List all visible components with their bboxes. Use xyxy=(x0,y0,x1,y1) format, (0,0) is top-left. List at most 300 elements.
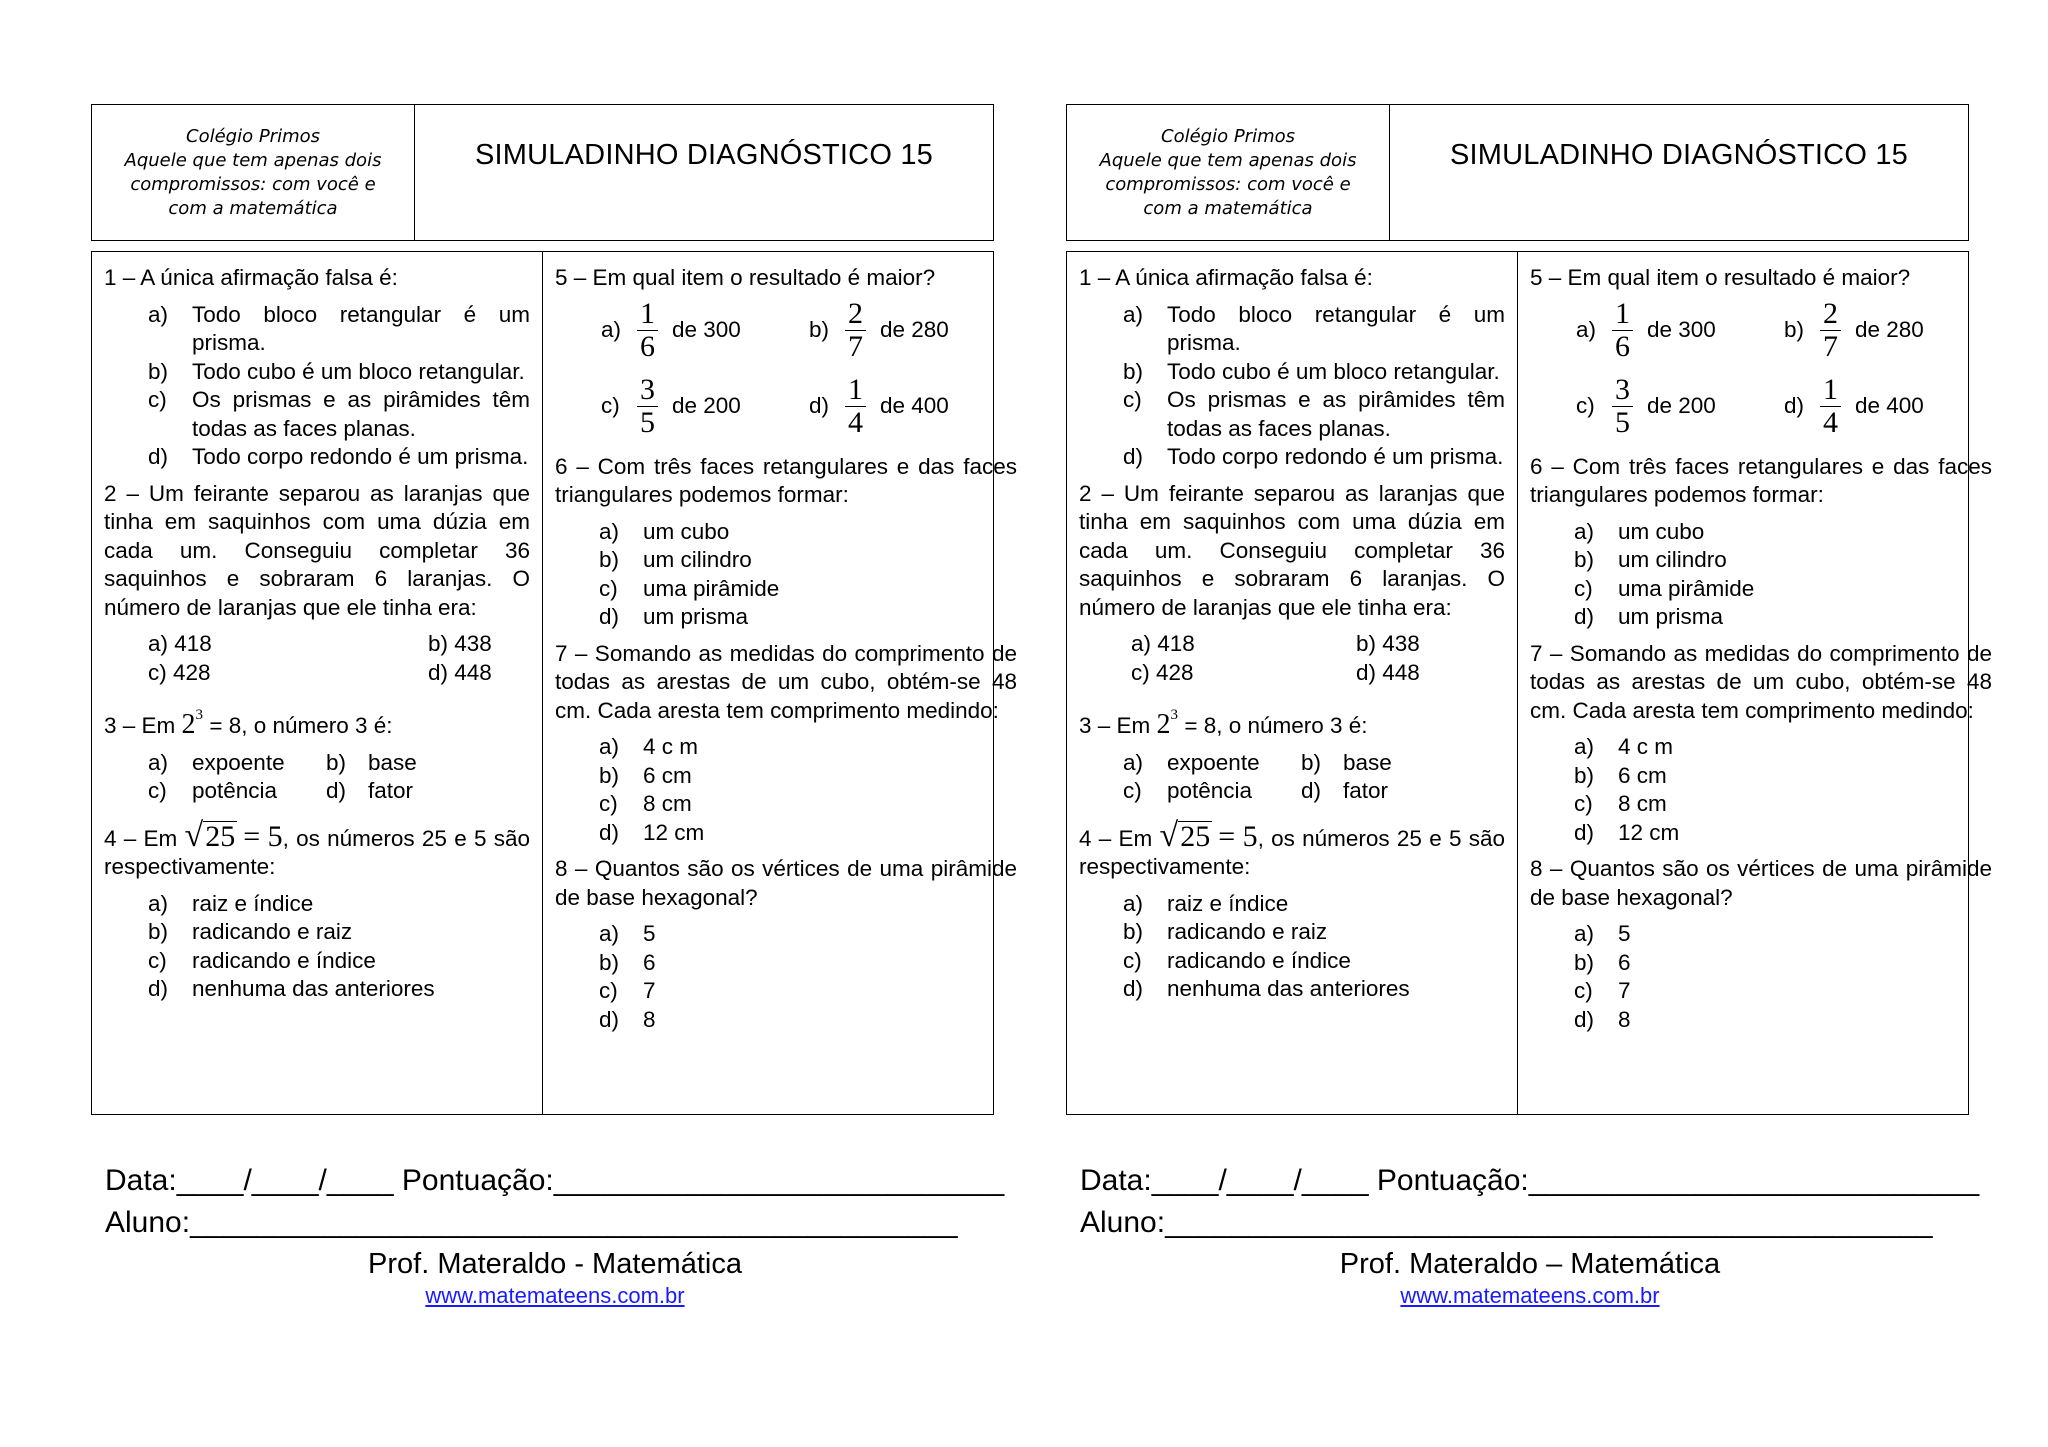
question-2 xyxy=(104,480,530,688)
option-letter: b) xyxy=(326,749,347,775)
question-6-options xyxy=(555,518,1017,632)
question-7-options xyxy=(1530,733,1992,847)
option-letter: d) xyxy=(1123,444,1144,469)
option-text: de 300 xyxy=(1647,317,1716,343)
option[interactable] xyxy=(148,443,530,472)
option-letter: b) xyxy=(1301,749,1322,775)
option-letter: c) xyxy=(601,393,620,419)
question-5-stem: 5 – Em qual item o resultado é maior? xyxy=(1530,265,1911,290)
option-letter: a) xyxy=(1123,301,1144,327)
school-box xyxy=(1067,105,1390,240)
option-text: base xyxy=(368,749,417,775)
option-letter: d) xyxy=(599,819,620,845)
root-result: = 5 xyxy=(1218,820,1258,853)
power-exponent: 3 xyxy=(195,707,204,723)
option[interactable]: d) 448 xyxy=(1356,659,1420,685)
sheet-header xyxy=(1066,104,1969,241)
option-text: nenhuma das anteriores xyxy=(192,976,435,1001)
option[interactable] xyxy=(1574,819,1992,848)
option[interactable] xyxy=(599,790,1017,819)
question-2 xyxy=(1079,480,1505,688)
fraction-numerator: 1 xyxy=(1615,297,1630,330)
option-letter: a) xyxy=(148,301,169,327)
option[interactable] xyxy=(148,749,326,778)
option-letter: b) xyxy=(1574,762,1595,788)
question-2-stem: 2 – Um feirante separou as laranjas que tinha em saquinhos com uma dúzia em cada um. Conseguiu completar 36 saquinhos e sobraram 6 laranjas. O número de laranjas que ele tinha era: xyxy=(1079,480,1505,620)
exam-title: SIMULADINHO DIAGNÓSTICO 15 xyxy=(475,139,933,171)
option[interactable] xyxy=(601,298,809,363)
questions-box xyxy=(1066,251,1992,1115)
question-5-options-row-2 xyxy=(1576,369,1992,445)
option[interactable] xyxy=(599,603,1017,632)
fraction-numerator: 3 xyxy=(640,373,655,406)
question-1-stem: 1 – A única afirmação falsa é: xyxy=(1079,265,1373,290)
question-4-stem xyxy=(104,816,530,882)
option[interactable] xyxy=(1123,386,1505,443)
question-8-stem: 8 – Quantos são os vértices de uma pirâmide de base hexagonal? xyxy=(555,856,1017,910)
option-text: um cilindro xyxy=(643,547,752,572)
school-motto-line-3: com a matemática xyxy=(1143,197,1313,219)
question-5-options-row-1 xyxy=(601,293,1017,369)
option[interactable] xyxy=(1574,790,1992,819)
fraction-denominator: 5 xyxy=(1612,406,1633,439)
fraction-denominator: 4 xyxy=(1820,406,1841,439)
option[interactable] xyxy=(1123,975,1505,1004)
option[interactable] xyxy=(148,301,530,358)
questions-column-2 xyxy=(543,252,1029,1114)
option-letter: d) xyxy=(1784,393,1805,419)
option-letter: d) xyxy=(599,1006,620,1032)
option-letter: a) xyxy=(1123,749,1144,775)
question-8-options xyxy=(555,920,1017,1034)
option-text: 12 cm xyxy=(643,819,705,845)
option-letter: c) xyxy=(1123,947,1142,973)
questions-column-1 xyxy=(92,252,543,1114)
power-expression xyxy=(1157,709,1179,740)
radical-icon: √ xyxy=(1159,816,1179,854)
option-letter: c) xyxy=(1576,393,1595,419)
option-letter: a) xyxy=(1574,518,1595,544)
option-letter: d) xyxy=(1123,976,1144,1001)
option-text: Todo corpo redondo é um prisma. xyxy=(1167,444,1504,469)
fraction xyxy=(1820,298,1841,363)
fraction xyxy=(637,374,658,439)
option-text: 8 cm xyxy=(1618,791,1667,816)
option[interactable] xyxy=(1574,1006,1992,1035)
question-3-suffix: = 8, o número 3 é: xyxy=(1184,713,1368,738)
option[interactable] xyxy=(1576,374,1784,439)
option[interactable] xyxy=(599,575,1017,604)
option-text: 6 cm xyxy=(1618,762,1667,788)
option[interactable] xyxy=(1784,374,1992,439)
option-text: 6 xyxy=(1618,949,1631,975)
option[interactable] xyxy=(1123,777,1301,806)
option-text: Os prismas e as pirâmides têm todas as faces planas. xyxy=(1167,387,1505,441)
question-5-options-row-1 xyxy=(1576,293,1992,369)
option[interactable] xyxy=(1574,977,1992,1006)
option[interactable] xyxy=(599,518,1017,547)
option-text: uma pirâmide xyxy=(1618,575,1755,601)
option-letter: c) xyxy=(1123,778,1142,803)
option[interactable] xyxy=(599,1006,1017,1035)
fraction xyxy=(845,298,866,363)
question-6 xyxy=(555,453,1017,632)
student-name-line[interactable]: Aluno:______________________________________________ xyxy=(105,1206,958,1239)
questions-column-1 xyxy=(1067,252,1518,1114)
power-base: 2 xyxy=(181,709,196,740)
option-text: 8 xyxy=(1618,1006,1631,1032)
radicand: 25 xyxy=(205,819,236,853)
question-4-prefix: 4 – Em xyxy=(104,825,178,851)
option[interactable] xyxy=(1301,749,1392,778)
option-letter: b) xyxy=(1784,317,1805,343)
question-7-stem: 7 – Somando as medidas do comprimento de todas as arestas de um cubo, obtém-se 48 cm. Cada aresta tem comprimento medindo: xyxy=(1530,640,1992,723)
option[interactable]: b) 438 xyxy=(428,631,492,656)
school-box xyxy=(92,105,415,240)
question-3-stem xyxy=(104,701,530,741)
question-3-suffix: = 8, o número 3 é: xyxy=(209,713,393,738)
option-letter: c) xyxy=(148,387,167,412)
question-4-prefix: 4 – Em xyxy=(1079,825,1153,851)
option[interactable] xyxy=(148,386,530,443)
option-letter: d) xyxy=(809,393,830,419)
question-8 xyxy=(1530,855,1992,1034)
fraction xyxy=(1612,374,1633,439)
option[interactable] xyxy=(326,777,413,806)
option[interactable] xyxy=(1123,918,1505,947)
option-letter: d) xyxy=(326,778,347,803)
option-text: 12 cm xyxy=(1618,819,1680,845)
option[interactable] xyxy=(1574,546,1992,575)
option-text: de 200 xyxy=(1647,393,1716,419)
fraction-numerator: 3 xyxy=(1615,373,1630,406)
option-text: um prisma xyxy=(1618,604,1724,629)
option[interactable] xyxy=(1576,298,1784,363)
power-base: 2 xyxy=(1156,709,1171,740)
option-text: Todo bloco retangular é um prisma. xyxy=(1167,301,1505,355)
root-result: = 5 xyxy=(243,820,283,853)
option[interactable] xyxy=(1574,762,1992,791)
option-text: uma pirâmide xyxy=(643,575,780,601)
option-text: de 300 xyxy=(672,317,741,343)
option[interactable] xyxy=(148,358,530,387)
option-text: 5 xyxy=(1618,921,1631,946)
option[interactable] xyxy=(599,762,1017,791)
question-4 xyxy=(1079,816,1505,1004)
question-2-options xyxy=(148,630,530,687)
option[interactable] xyxy=(1123,890,1505,919)
option[interactable] xyxy=(148,947,530,976)
option[interactable] xyxy=(1574,920,1992,949)
option-letter: c) xyxy=(599,791,618,816)
fraction-numerator: 2 xyxy=(1823,297,1838,330)
option[interactable] xyxy=(599,920,1017,949)
fraction-numerator: 1 xyxy=(848,373,863,406)
option-letter: b) xyxy=(599,949,620,975)
option-text: de 400 xyxy=(1855,393,1924,419)
sheet-footer-left xyxy=(105,1160,1005,1310)
question-8-stem: 8 – Quantos são os vértices de uma pirâmide de base hexagonal? xyxy=(1530,856,1992,910)
option-text: potência xyxy=(1167,778,1253,803)
option-text: Todo cubo é um bloco retangular. xyxy=(192,358,525,384)
option-letter: c) xyxy=(148,947,167,973)
fraction-numerator: 1 xyxy=(1823,373,1838,406)
question-1-stem: 1 – A única afirmação falsa é: xyxy=(104,265,398,290)
question-7 xyxy=(1530,640,1992,848)
option-text: nenhuma das anteriores xyxy=(1167,976,1410,1001)
option-letter: b) xyxy=(148,919,169,944)
option[interactable]: d) 448 xyxy=(428,659,492,685)
option[interactable] xyxy=(1123,947,1505,976)
option-text: 8 cm xyxy=(643,791,692,816)
option-letter: b) xyxy=(1574,547,1595,572)
question-3-prefix: 3 – Em xyxy=(104,713,176,738)
option-text: raiz e índice xyxy=(1167,890,1289,916)
option-text: de 280 xyxy=(1855,317,1924,343)
option[interactable]: a) 418 xyxy=(1131,631,1195,656)
fraction-denominator: 6 xyxy=(1612,330,1633,363)
fraction xyxy=(845,374,866,439)
question-3-prefix: 3 – Em xyxy=(1079,713,1151,738)
question-5 xyxy=(555,264,1017,445)
option-text: de 200 xyxy=(672,393,741,419)
option[interactable]: c) 428 xyxy=(148,659,211,685)
option[interactable]: b) 438 xyxy=(1356,631,1420,656)
question-7-options xyxy=(555,733,1017,847)
question-4 xyxy=(104,816,530,1004)
option[interactable] xyxy=(601,374,809,439)
school-motto-line-2: compromissos: com você e xyxy=(130,173,376,195)
fraction-numerator: 1 xyxy=(640,297,655,330)
fraction-numerator: 2 xyxy=(848,297,863,330)
option[interactable] xyxy=(1784,298,1992,363)
option-letter: a) xyxy=(1574,734,1595,759)
fraction-denominator: 7 xyxy=(845,330,866,363)
option-letter: d) xyxy=(148,444,169,469)
fraction-denominator: 4 xyxy=(845,406,866,439)
option-letter: b) xyxy=(1574,949,1595,975)
option-letter: d) xyxy=(1574,819,1595,845)
teacher-credit: Prof. Materaldo - Matemática xyxy=(368,1248,742,1280)
option-letter: a) xyxy=(599,518,620,544)
fraction xyxy=(637,298,658,363)
option[interactable] xyxy=(1574,518,1992,547)
option[interactable] xyxy=(148,777,326,806)
question-1 xyxy=(104,264,530,472)
option-letter: a) xyxy=(1574,921,1595,946)
school-motto-line-2: compromissos: com você e xyxy=(1105,173,1351,195)
option[interactable] xyxy=(148,975,530,1004)
student-name-line[interactable]: Aluno:______________________________________________ xyxy=(1080,1206,1933,1239)
option[interactable]: c) 428 xyxy=(1131,659,1194,685)
option-letter: a) xyxy=(599,734,620,759)
option-letter: c) xyxy=(1574,791,1593,816)
option-text: um cubo xyxy=(643,518,730,544)
square-root-expression xyxy=(184,816,283,854)
question-7 xyxy=(555,640,1017,848)
school-name: Colégio Primos xyxy=(186,125,320,147)
option[interactable] xyxy=(1574,603,1992,632)
question-3-options xyxy=(1123,749,1505,806)
option-letter: b) xyxy=(599,547,620,572)
option-text: de 280 xyxy=(880,317,949,343)
option-text: expoente xyxy=(1167,749,1260,775)
option-text: 6 xyxy=(643,949,656,975)
exam-sheet-right xyxy=(1066,104,1992,1115)
website-link[interactable]: www.matemateens.com.br xyxy=(425,1283,685,1308)
question-6-options xyxy=(1530,518,1992,632)
website-link[interactable]: www.matemateens.com.br xyxy=(1400,1283,1660,1308)
option-letter: b) xyxy=(599,762,620,788)
option-letter: a) xyxy=(599,921,620,946)
option[interactable] xyxy=(1123,301,1505,358)
question-4-stem xyxy=(1079,816,1505,882)
questions-box xyxy=(91,251,1017,1115)
question-3 xyxy=(104,701,530,806)
option-letter: a) xyxy=(148,890,169,916)
school-motto-line-1: Aquele que tem apenas dois xyxy=(1099,149,1357,171)
option-text: radicando e índice xyxy=(1167,947,1351,973)
question-2-stem: 2 – Um feirante separou as laranjas que tinha em saquinhos com uma dúzia em cada um. Conseguiu completar 36 saquinhos e sobraram 6 laranjas. O número de laranjas que ele tinha era: xyxy=(104,480,530,620)
option-letter: c) xyxy=(148,778,167,803)
question-1-options xyxy=(104,301,530,472)
radicand: 25 xyxy=(1180,819,1211,853)
date-score-line[interactable]: Data:____/____/____ Pontuação:___________________________ xyxy=(1080,1164,1980,1197)
option-letter: a) xyxy=(1123,890,1144,916)
question-5-stem: 5 – Em qual item o resultado é maior? xyxy=(555,265,936,290)
option-letter: a) xyxy=(148,749,169,775)
option[interactable] xyxy=(1574,575,1992,604)
option-text: Todo cubo é um bloco retangular. xyxy=(1167,358,1500,384)
radical-icon: √ xyxy=(184,816,204,854)
option-letter: a) xyxy=(1576,317,1597,343)
option[interactable] xyxy=(599,949,1017,978)
question-5 xyxy=(1530,264,1992,445)
question-7-stem: 7 – Somando as medidas do comprimento de todas as arestas de um cubo, obtém-se 48 cm. Cada aresta tem comprimento medindo: xyxy=(555,640,1017,723)
option-text: radicando e raiz xyxy=(192,919,353,944)
question-6 xyxy=(1530,453,1992,632)
power-expression xyxy=(182,709,204,740)
fraction-denominator: 5 xyxy=(637,406,658,439)
option-letter: c) xyxy=(1574,978,1593,1003)
question-3-options xyxy=(148,749,530,806)
option[interactable] xyxy=(809,374,1017,439)
question-1 xyxy=(1079,264,1505,472)
question-8 xyxy=(555,855,1017,1034)
option-text: um cubo xyxy=(1618,518,1705,544)
option-text: raiz e índice xyxy=(192,890,314,916)
option[interactable] xyxy=(1123,358,1505,387)
option-text: Todo corpo redondo é um prisma. xyxy=(192,444,529,469)
option-text: 7 xyxy=(1618,978,1631,1003)
option[interactable] xyxy=(809,298,1017,363)
question-8-options xyxy=(1530,920,1992,1034)
question-4-suffix: , os números 25 e 5 são respectivamente: xyxy=(104,825,530,879)
fraction-denominator: 6 xyxy=(637,330,658,363)
fraction xyxy=(1820,374,1841,439)
option[interactable]: a) 418 xyxy=(148,631,212,656)
option-text: 4 c m xyxy=(1618,734,1674,759)
fraction xyxy=(1612,298,1633,363)
question-3 xyxy=(1079,701,1505,806)
option-letter: d) xyxy=(1301,778,1322,803)
option-letter: b) xyxy=(1123,358,1144,384)
power-exponent: 3 xyxy=(1170,707,1179,723)
option-letter: d) xyxy=(599,604,620,629)
question-5-options-row-2 xyxy=(601,369,1017,445)
question-1-options xyxy=(1079,301,1505,472)
option-text: 5 xyxy=(643,921,656,946)
option-text: base xyxy=(1343,749,1392,775)
date-score-line[interactable]: Data:____/____/____ Pontuação:___________________________ xyxy=(105,1164,1005,1197)
option-text: Todo bloco retangular é um prisma. xyxy=(192,301,530,355)
option-text: 6 cm xyxy=(643,762,692,788)
option-text: 4 c m xyxy=(643,734,699,759)
option-letter: a) xyxy=(601,317,622,343)
teacher-credit: Prof. Materaldo – Matemática xyxy=(1339,1248,1721,1280)
square-root-expression xyxy=(1159,816,1258,854)
option-letter: d) xyxy=(1574,1006,1595,1032)
option-text: fator xyxy=(1343,778,1389,803)
option[interactable] xyxy=(1574,733,1992,762)
question-4-suffix: , os números 25 e 5 são respectivamente: xyxy=(1079,825,1505,879)
school-motto-line-1: Aquele que tem apenas dois xyxy=(124,149,382,171)
option[interactable] xyxy=(599,733,1017,762)
question-4-options xyxy=(1079,890,1505,1004)
option-letter: c) xyxy=(599,978,618,1003)
option[interactable] xyxy=(326,749,417,778)
option-text: de 400 xyxy=(880,393,949,419)
option-text: radicando e raiz xyxy=(1167,919,1328,944)
exam-title: SIMULADINHO DIAGNÓSTICO 15 xyxy=(1450,139,1908,171)
option[interactable] xyxy=(1123,749,1301,778)
option-letter: c) xyxy=(1123,387,1142,412)
option[interactable] xyxy=(148,918,530,947)
question-6-stem: 6 – Com três faces retangulares e das faces triangulares podemos formar: xyxy=(555,453,1017,507)
option-text: Os prismas e as pirâmides têm todas as faces planas. xyxy=(192,387,530,441)
school-name: Colégio Primos xyxy=(1161,125,1295,147)
option-letter: d) xyxy=(148,976,169,1001)
questions-column-2 xyxy=(1518,252,2004,1114)
option-text: 7 xyxy=(643,978,656,1003)
option[interactable] xyxy=(1574,949,1992,978)
school-motto-line-3: com a matemática xyxy=(168,197,338,219)
sheet-header xyxy=(91,104,994,241)
question-3-stem xyxy=(1079,701,1505,741)
option-text: 8 xyxy=(643,1006,656,1032)
option-text: um cilindro xyxy=(1618,547,1727,572)
question-4-options xyxy=(104,890,530,1004)
option-letter: c) xyxy=(599,575,618,601)
option[interactable] xyxy=(1123,443,1505,472)
question-6-stem: 6 – Com três faces retangulares e das faces triangulares podemos formar: xyxy=(1530,453,1992,507)
option[interactable] xyxy=(1301,777,1388,806)
option-text: potência xyxy=(192,778,278,803)
exam-sheet-left xyxy=(91,104,1017,1115)
option-letter: c) xyxy=(1574,575,1593,601)
option[interactable] xyxy=(148,890,530,919)
option[interactable] xyxy=(599,546,1017,575)
option-text: fator xyxy=(368,778,414,803)
fraction-denominator: 7 xyxy=(1820,330,1841,363)
option-letter: b) xyxy=(1123,919,1144,944)
option-letter: b) xyxy=(809,317,830,343)
option-text: expoente xyxy=(192,749,285,775)
option[interactable] xyxy=(599,819,1017,848)
option-text: um prisma xyxy=(643,604,749,629)
option[interactable] xyxy=(599,977,1017,1006)
question-2-options xyxy=(1131,630,1505,687)
